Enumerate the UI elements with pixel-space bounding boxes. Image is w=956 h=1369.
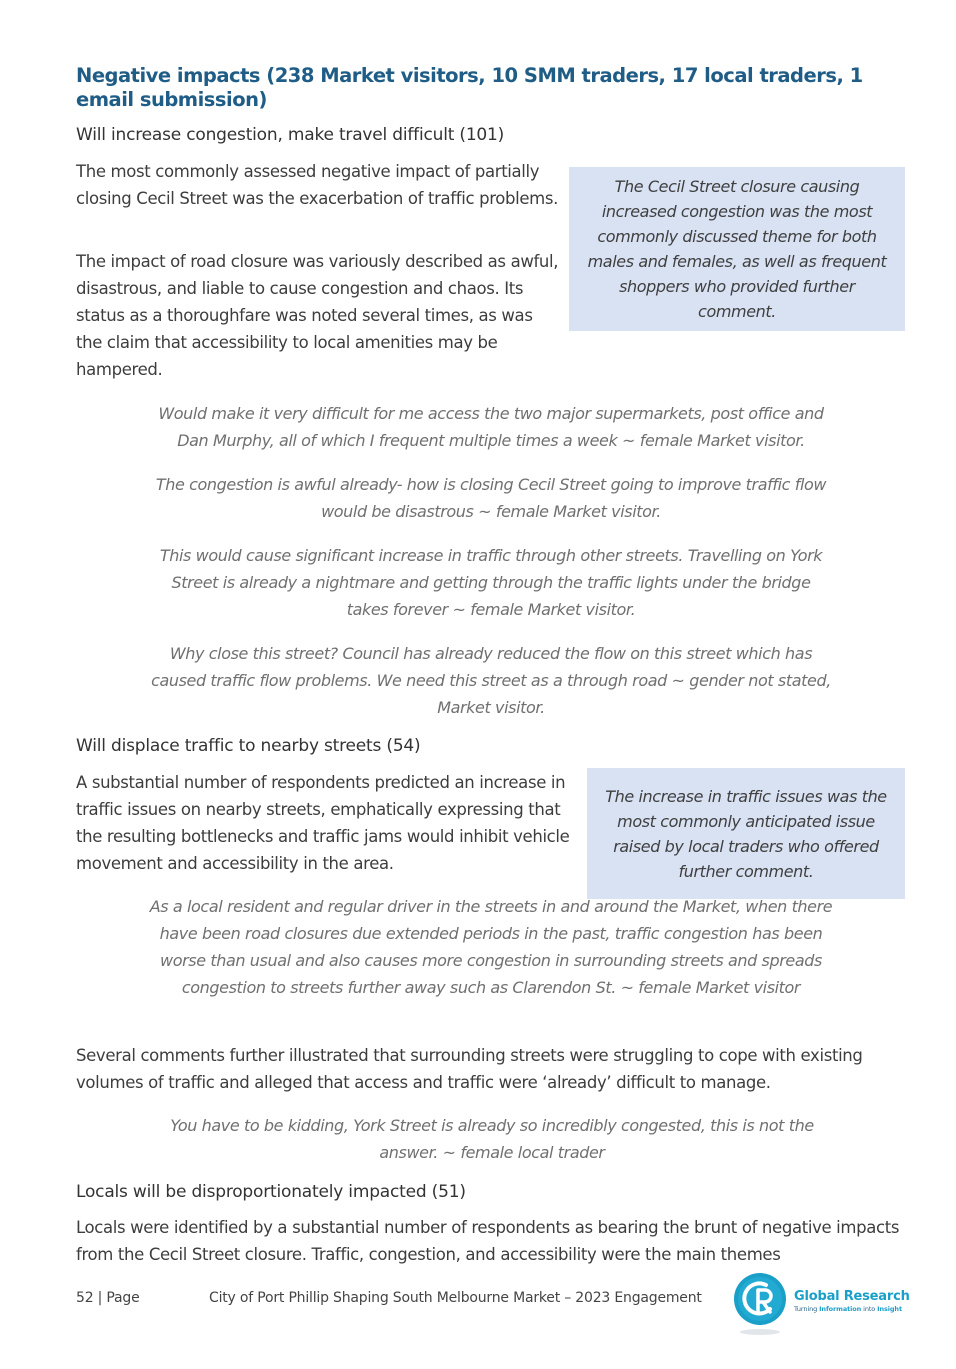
callout-box-congestion (569, 167, 905, 331)
quote-congestion-awful: The congestion is awful already- how is closing Cecil Street going to improve traffic flow would be disastrous ~ female Market visitor. (155, 475, 827, 521)
paragraph-congestion-intro: The most commonly assessed negative impact of partially closing Cecil Street was the exacerbation of traffic problems. (76, 162, 559, 208)
quote-supermarkets: Would make it very difficult for me access the two major supermarkets, post office and Dan Murphy, all of which I frequent multiple times a week ~ female Market visitor. (158, 404, 824, 450)
logo-company-name: Global Research (794, 1289, 910, 1304)
quote-local-resident: As a local resident and regular driver in the streets in and around the Market, when there have been road closures due extended periods in the past, traffic congestion has been worse than usual and also causes more congestion in surrounding streets and spreads congestion to streets further away such as Clarendon St. ~ female Market visitor (149, 897, 833, 997)
paragraph-displace-intro: A substantial number of respondents predicted an increase in traffic issues on nearby streets, emphatically expressing that the resulting bottlenecks and traffic jams would inhibit vehicle movement and accessibility in the area. (76, 773, 570, 873)
quote-why-close: Why close this street? Council has already reduced the flow on this street which has caused traffic flow problems. We need this street as a through road ~ gender not stated, Market visitor. (151, 644, 831, 717)
quote-york-street: This would cause significant increase in traffic through other streets. Travelling on York Street is already a nightmare and getting through the traffic lights under the bridge takes forever ~ female Market visitor. (159, 546, 823, 619)
quote-york-congested: You have to be kidding, York Street is already so incredibly congested, this is not the answer. ~ female local trader (170, 1116, 814, 1162)
paragraph-surrounding-streets: Several comments further illustrated that surrounding streets were struggling to cope with existing volumes of traffic and alleged that access and traffic were ‘already’ difficult to manage. (76, 1046, 863, 1092)
callout-text: The Cecil Street closure causing increased congestion was the most commonly discussed theme for both males and females, as well as frequent shoppers who provided further comment. (587, 177, 887, 321)
global-research-logo-icon (732, 1272, 788, 1336)
footer-document-title: City of Port Phillip Shaping South Melbourne Market – 2023 Engagement (209, 1290, 702, 1306)
callout-text: The increase in traffic issues was the most commonly anticipated issue raised by local traders who offered further comment. (605, 786, 887, 881)
footer-page-number: 52 | Page (76, 1290, 140, 1306)
paragraph-locals: Locals were identified by a substantial number of respondents as bearing the brunt of negative impacts from the Cecil Street closure. Traffic, congestion, and accessibility were the main themes (76, 1218, 900, 1264)
section-title-congestion: Will increase congestion, make travel difficult (101) (76, 125, 505, 145)
logo-tagline: Turning Information into Insight (794, 1305, 902, 1313)
paragraph-congestion-detail: The impact of road closure was variously described as awful, disastrous, and liable to cause congestion and chaos. Its status as a thoroughfare was noted several times, as was the claim that accessibility to local amenities may be hampered. (76, 252, 559, 379)
section-title-displace: Will displace traffic to nearby streets (54) (76, 736, 421, 756)
page-heading: Negative impacts (238 Market visitors, 10 SMM traders, 17 local traders, 1 email submission) (76, 64, 863, 111)
section-title-locals: Locals will be disproportionately impacted (51) (76, 1182, 466, 1202)
callout-box-local-traders (587, 768, 905, 899)
